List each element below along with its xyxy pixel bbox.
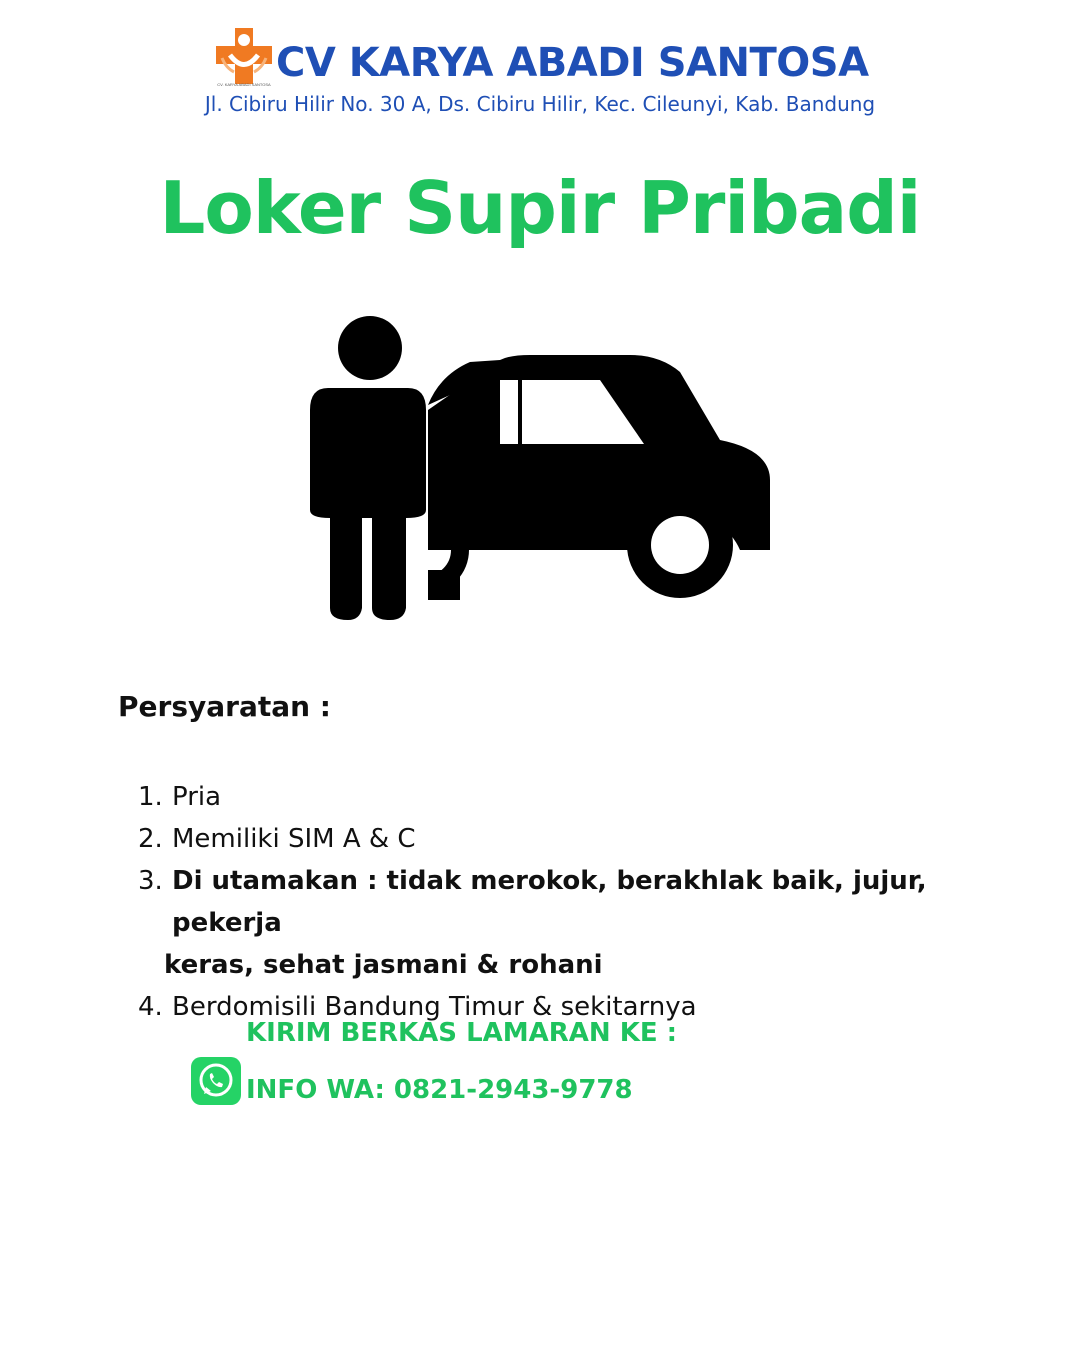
- company-header: [0, 26, 1080, 126]
- list-number: 2.: [138, 824, 163, 854]
- requirement-text: [164, 860, 998, 986]
- person-icon: [310, 316, 426, 620]
- logo-caption: CV. KARYA ABADI SANTOSA: [217, 82, 271, 87]
- send-application-label: KIRIM BERKAS LAMARAN KE :: [246, 1018, 678, 1048]
- company-logo: [216, 28, 272, 88]
- list-item: [138, 776, 998, 818]
- requirements-list: [138, 776, 998, 1028]
- requirements-title: Persyaratan :: [118, 690, 331, 723]
- requirement-text: Berdomisili Bandung Timur & sekitarnya: [172, 992, 697, 1022]
- requirement-text-line2: keras, sehat jasmani & rohani: [164, 950, 603, 980]
- requirement-text: Memiliki SIM A & C: [172, 824, 416, 854]
- job-title: Loker Supir Pribadi: [159, 166, 921, 250]
- whatsapp-contact[interactable]: INFO WA: 0821-2943-9778: [246, 1075, 633, 1105]
- requirement-text: Pria: [172, 782, 222, 812]
- list-number: 4.: [138, 992, 163, 1022]
- list-item: [138, 860, 998, 986]
- driver-with-car-icon: [300, 300, 780, 630]
- requirement-text-line1: Di utamakan : tidak merokok, berakhlak baik, jujur, pekerja: [172, 866, 927, 938]
- list-number: 3.: [138, 866, 163, 896]
- logo-cross-icon: [216, 28, 272, 84]
- list-item: [138, 818, 998, 860]
- company-name: CV KARYA ABADI SANTOSA: [276, 40, 869, 86]
- company-address: Jl. Cibiru Hilir No. 30 A, Ds. Cibiru Hilir, Kec. Cileunyi, Kab. Bandung: [204, 92, 876, 116]
- list-number: 1.: [138, 782, 163, 812]
- whatsapp-icon[interactable]: [190, 1056, 242, 1106]
